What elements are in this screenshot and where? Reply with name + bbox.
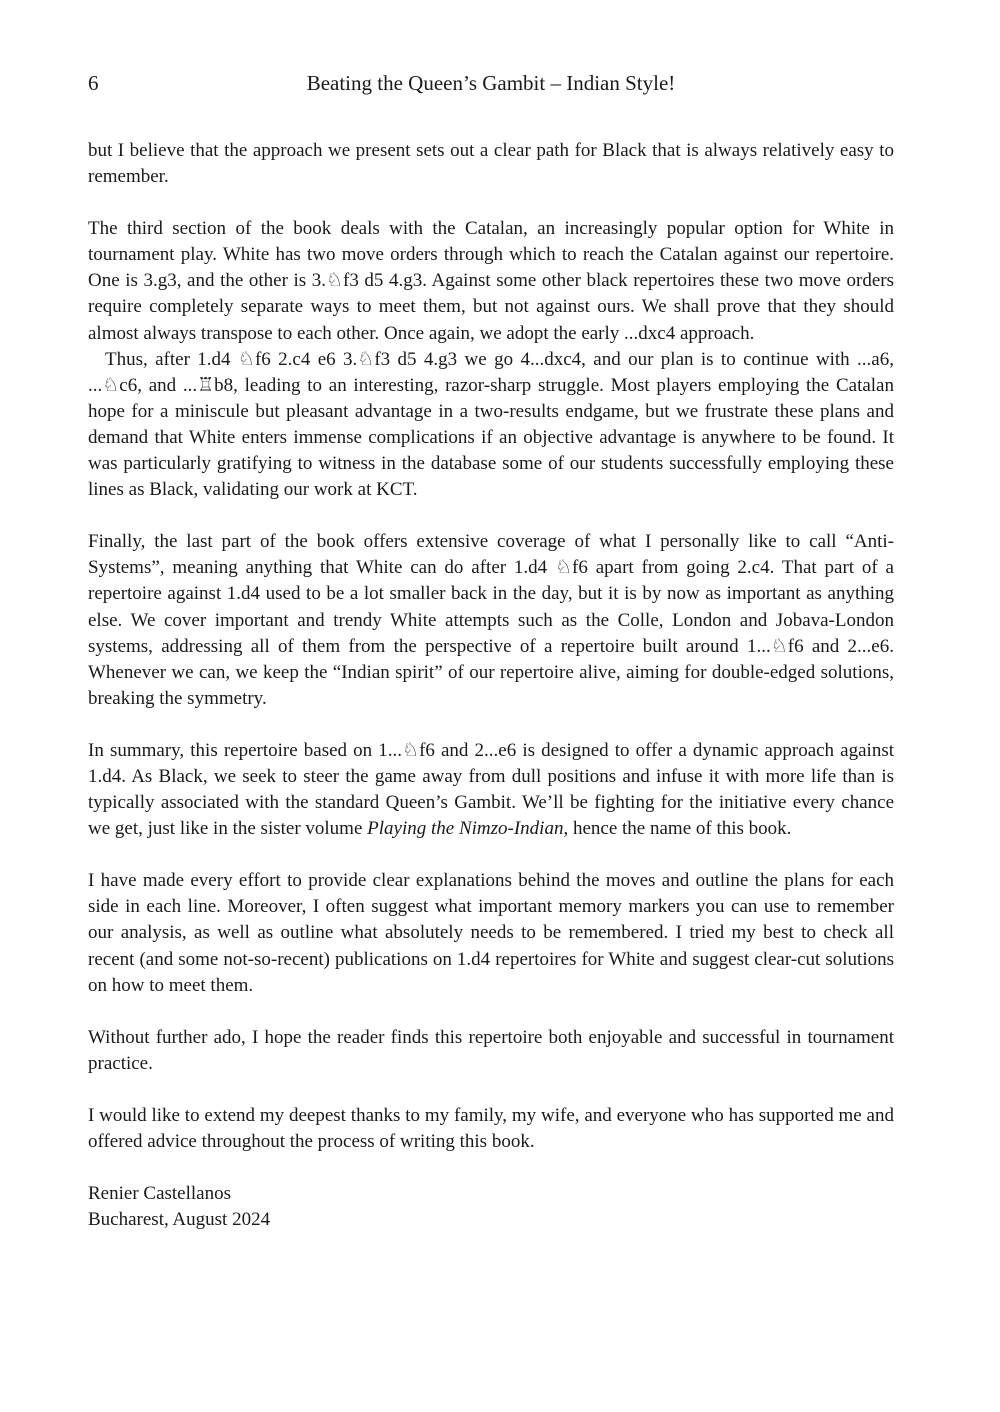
- paragraph-1: but I believe that the approach we present sets out a clear path for Black that is always relatively easy to remember.: [88, 140, 894, 188]
- paragraph-8: I would like to extend my deepest thanks to my family, my wife, and everyone who has supported me and offered advice throughout the process of writing this book.: [88, 1104, 894, 1152]
- paragraph-5-text-b: , hence the name of this book.: [563, 818, 792, 840]
- paragraph-7: Without further ado, I hope the reader finds this repertoire both enjoyable and successful in tournament practice.: [88, 1026, 894, 1074]
- running-title: Beating the Queen’s Gambit – Indian Style!: [306, 71, 676, 95]
- place-date: Bucharest, August 2024: [88, 1209, 271, 1231]
- author-name: Renier Castellanos: [88, 1183, 231, 1205]
- paragraph-4: Finally, the last part of the book offers extensive coverage of what I personally like to call “Anti-Systems”, meaning anything that White can do after 1.d4 ♘f6 apart from going 2.c4. That part of a repertoire against 1.d4 used to be a lot smaller back in the day, but it is by now as important as anything else. We cover important and trendy White attempts such as the Colle, London and Jobava-London systems, addressing all of them from the perspective of a repertoire built around 1...♘f6 and 2...e6. Whenever we can, we keep the “Indian spirit” of our repertoire alive, aiming for double-edged solutions, breaking the symmetry.: [88, 531, 894, 709]
- paragraph-3: Thus, after 1.d4 ♘f6 2.c4 e6 3.♘f3 d5 4.g3 we go 4...dxc4, and our plan is to continue with ...a6, ...♘c6, and ...♖b8, leading to an interesting, razor-sharp struggle. Most players employing the Catalan hope for a miniscule but pleasant advantage in a two-results endgame, but we frustrate these plans and demand that White enters immense complications if an objective advantage is anywhere to be found. It was particularly gratifying to witness in the database some of our students successfully employing these lines as Black, validating our work at KCT.: [88, 348, 894, 501]
- page-number: 6: [88, 71, 99, 95]
- paragraph-5-text-a: In summary, this repertoire based on 1...♘f6 and 2...e6 is designed to offer a dynamic approach against 1.d4. As Black, we seek to steer the game away from dull positions and infuse it with more life than is typically associated with the standard Queen’s Gambit. We’ll be fighting for the initiative every chance we get, just like in the sister volume: [88, 739, 894, 840]
- paragraph-6: I have made every effort to provide clear explanations behind the moves and outline the plans for each side in each line. Moreover, I often suggest what important memory markers you can use to remember our analysis, as well as outline what absolutely needs to be remembered. I tried my best to check all recent (and some not-so-recent) publications on 1.d4 repertoires for White and suggest clear-cut solutions on how to meet them.: [88, 870, 894, 996]
- body-text: [88, 138, 894, 1233]
- paragraph-2: The third section of the book deals with the Catalan, an increasingly popular option for White in tournament play. White has two move orders through which to reach the Catalan against our repertoire. One is 3.g3, and the other is 3.♘f3 d5 4.g3. Against some other black repertoires these two move orders require completely separate ways to meet them, but not against ours. We shall prove that they should almost always transpose to each other. Once again, we adopt the early ...dxc4 approach.: [88, 218, 894, 344]
- book-title-italic: Playing the Nimzo-Indian: [367, 818, 564, 840]
- paragraph-5: [88, 738, 894, 842]
- signature-block: [88, 1181, 894, 1233]
